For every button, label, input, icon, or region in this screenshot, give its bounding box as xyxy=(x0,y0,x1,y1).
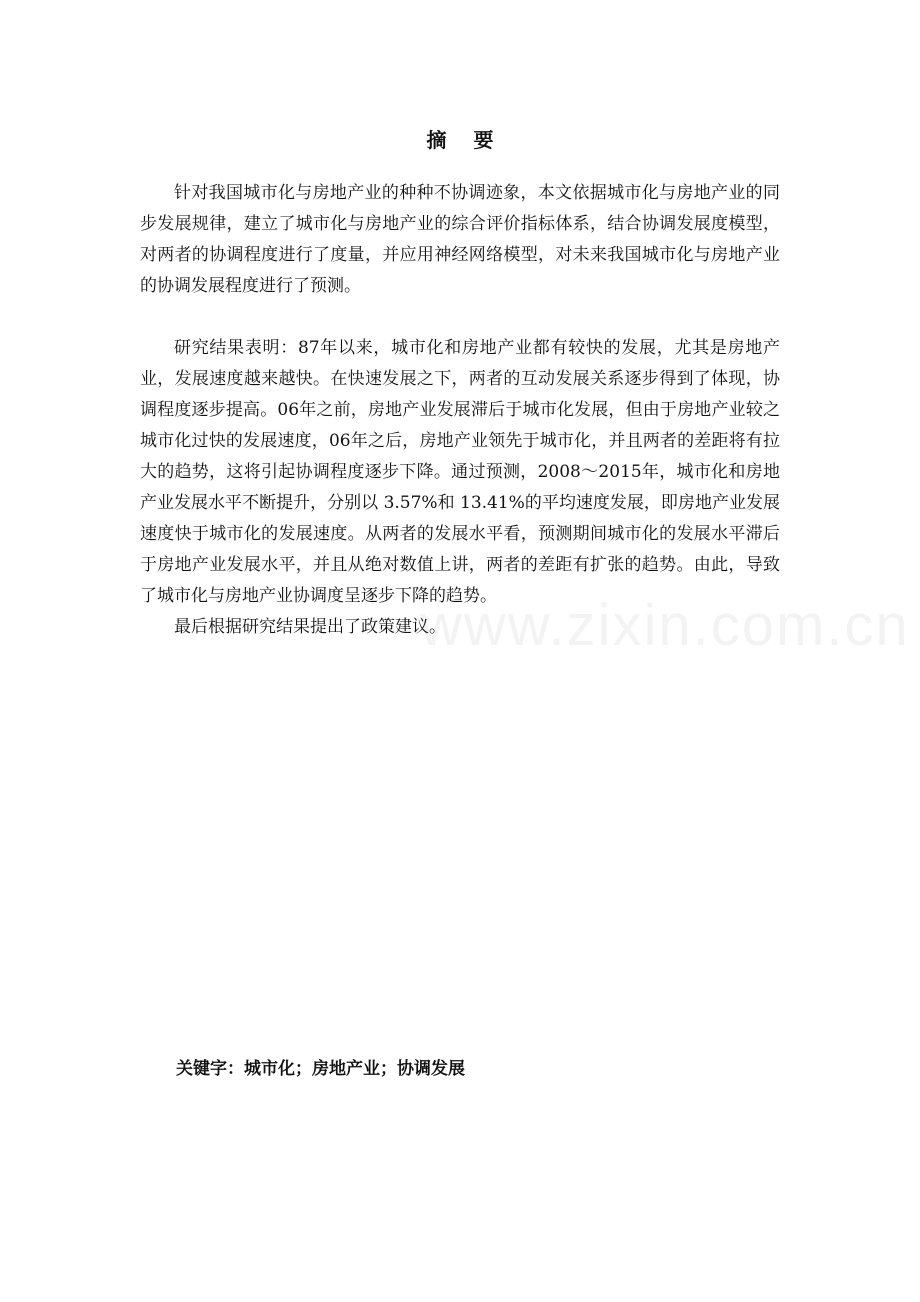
watermark: www.zixin.com.cn xyxy=(420,593,910,658)
abstract-paragraph: 研究结果表明：87年以来，城市化和房地产业都有较快的发展，尤其是房地产业，发展速度越来越快。在快速发展之下，两者的互动发展关系逐步得到了体现，协调程度逐步提高。06年之前，房地产业发展滞后于城市化发展，但由于房地产业较之城市化过快的发展速度，06年之后，房地产业领先于城市化，并且两者的差距将有拉大的趋势，这将引起协调程度逐步下降。通过预测，2008～2015年，城市化和房地产业发展水平不断提升，分别以 3.57%和 13.41%的平均速度发展，即房地产业发展速度快于城市化的发展速度。从两者的发展水平看，预测期间城市化的发展水平滞后于房地产业发展水平，并且从绝对数值上讲，两者的差距有扩张的趋势。由此，导致了城市化与房地产业协调度呈逐步下降的趋势。 xyxy=(140,338,780,606)
abstract-body xyxy=(140,178,780,643)
abstract-title: 摘 要 xyxy=(426,128,504,152)
abstract-paragraph: 针对我国城市化与房地产业的种种不协调迹象，本文依据城市化与房地产业的同步发展规律，建立了城市化与房地产业的综合评价指标体系，结合协调发展度模型，对两者的协调程度进行了度量，并应用神经网络模型，对未来我国城市化与房地产业的协调发展程度进行了预测。 xyxy=(140,183,780,296)
abstract-paragraph: 最后根据研究结果提出了政策建议。 xyxy=(174,617,446,637)
keywords-line: 关键字：城市化；房地产业；协调发展 xyxy=(176,1059,465,1079)
